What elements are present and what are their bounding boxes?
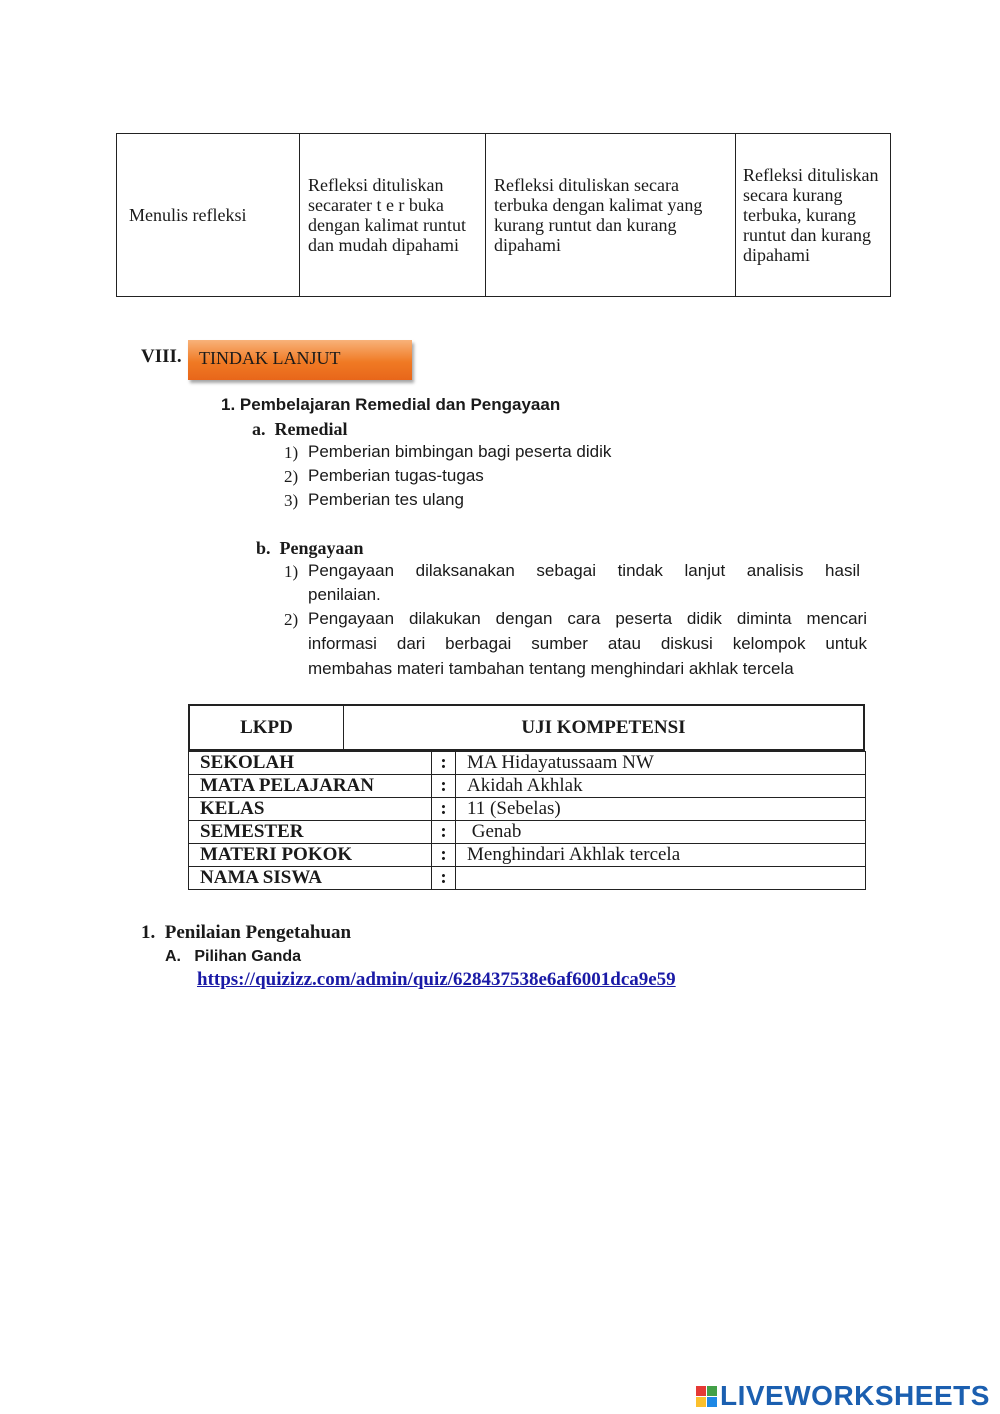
lkpd-header — [188, 704, 865, 751]
list-item-text: Pemberian bimbingan bagi peserta didik — [308, 442, 612, 461]
remedial-label: a. Remedial — [252, 419, 348, 439]
row-colon: : — [432, 844, 456, 867]
row-label: MATERI POKOK — [189, 844, 432, 867]
logo-square — [707, 1386, 717, 1396]
list-item-text: informasi dari berbagai sumber atau diskusi kelompok untuk — [308, 634, 867, 653]
name-input-cell[interactable] — [456, 867, 866, 890]
row-value: Genab — [456, 821, 866, 844]
row-label: NAMA SISWA — [189, 867, 432, 890]
subsection-heading: 1. Pembelajaran Remedial dan Pengayaan — [221, 395, 561, 414]
list-item — [284, 441, 298, 465]
rubric-row — [117, 134, 891, 297]
table-row — [189, 844, 866, 867]
rubric-level-3: Refleksi dituliskan secara kurang terbuka, kurang runtut dan kurang dipahami — [736, 134, 891, 297]
lkpd-header-left: LKPD — [190, 706, 344, 749]
item-number: 2) — [284, 610, 299, 629]
logo-square — [696, 1397, 706, 1407]
row-value: Akidah Akhlak — [456, 775, 866, 798]
list-item-text: penilaian. — [308, 585, 381, 604]
list-item-text: membahas materi tambahan tentang menghindari akhlak tercela — [308, 659, 794, 678]
row-colon: : — [432, 752, 456, 775]
lkpd-table — [188, 751, 866, 890]
row-colon: : — [432, 821, 456, 844]
pengayaan-label: b. Pengayaan — [256, 538, 364, 558]
logo-mark-icon — [696, 1386, 717, 1407]
rubric-level-2: Refleksi dituliskan secara terbuka dengan kalimat yang kurang runtut dan kurang dipahami — [486, 134, 736, 297]
table-row — [189, 752, 866, 775]
row-label: KELAS — [189, 798, 432, 821]
rubric-criterion: Menulis refleksi — [117, 134, 300, 297]
lkpd-header-right: UJI KOMPETENSI — [521, 716, 686, 738]
liveworksheets-logo — [696, 1380, 990, 1412]
row-label: SEKOLAH — [189, 752, 432, 775]
row-label: SEMESTER — [189, 821, 432, 844]
row-colon: : — [432, 798, 456, 821]
row-colon: : — [432, 775, 456, 798]
list-item — [284, 465, 298, 489]
item-number: 2) — [284, 467, 299, 486]
table-row — [189, 821, 866, 844]
row-label: MATA PELAJARAN — [189, 775, 432, 798]
list-item-text: Pemberian tugas-tugas — [308, 466, 484, 485]
item-number: 1) — [284, 443, 299, 462]
logo-square — [696, 1386, 706, 1396]
logo-square — [707, 1397, 717, 1407]
assessment-sub: A. Pilihan Ganda — [165, 948, 302, 965]
item-number: 3) — [284, 491, 299, 510]
rubric-table — [116, 133, 891, 297]
list-item-text: Pengayaan dilaksanakan sebagai tindak lanjut analisis hasil — [308, 561, 860, 580]
rubric-level-1: Refleksi dituliskan secarater t e r buka dengan kalimat runtut dan mudah dipahami — [300, 134, 486, 297]
table-row — [189, 867, 866, 890]
item-number: 1) — [284, 562, 299, 581]
row-colon: : — [432, 867, 456, 890]
section-title-box: TINDAK LANJUT — [188, 340, 412, 380]
logo-text: LIVEWORKSHEETS — [720, 1380, 990, 1411]
quiz-link[interactable]: https://quizizz.com/admin/quiz/628437538e6af6001dca9e59 — [197, 969, 676, 990]
assessment-heading: 1. Penilaian Pengetahuan — [141, 922, 352, 943]
row-value: Menghindari Akhlak tercela — [456, 844, 866, 867]
row-value: MA Hidayatussaam NW — [456, 752, 866, 775]
table-row — [189, 798, 866, 821]
row-value: 11 (Sebelas) — [456, 798, 866, 821]
list-item — [284, 489, 298, 513]
list-item-text: Pemberian tes ulang — [308, 490, 464, 509]
list-item-text: Pengayaan dilakukan dengan cara peserta didik diminta mencari — [308, 609, 867, 628]
section-number: VIII. — [141, 346, 182, 367]
table-row — [189, 775, 866, 798]
